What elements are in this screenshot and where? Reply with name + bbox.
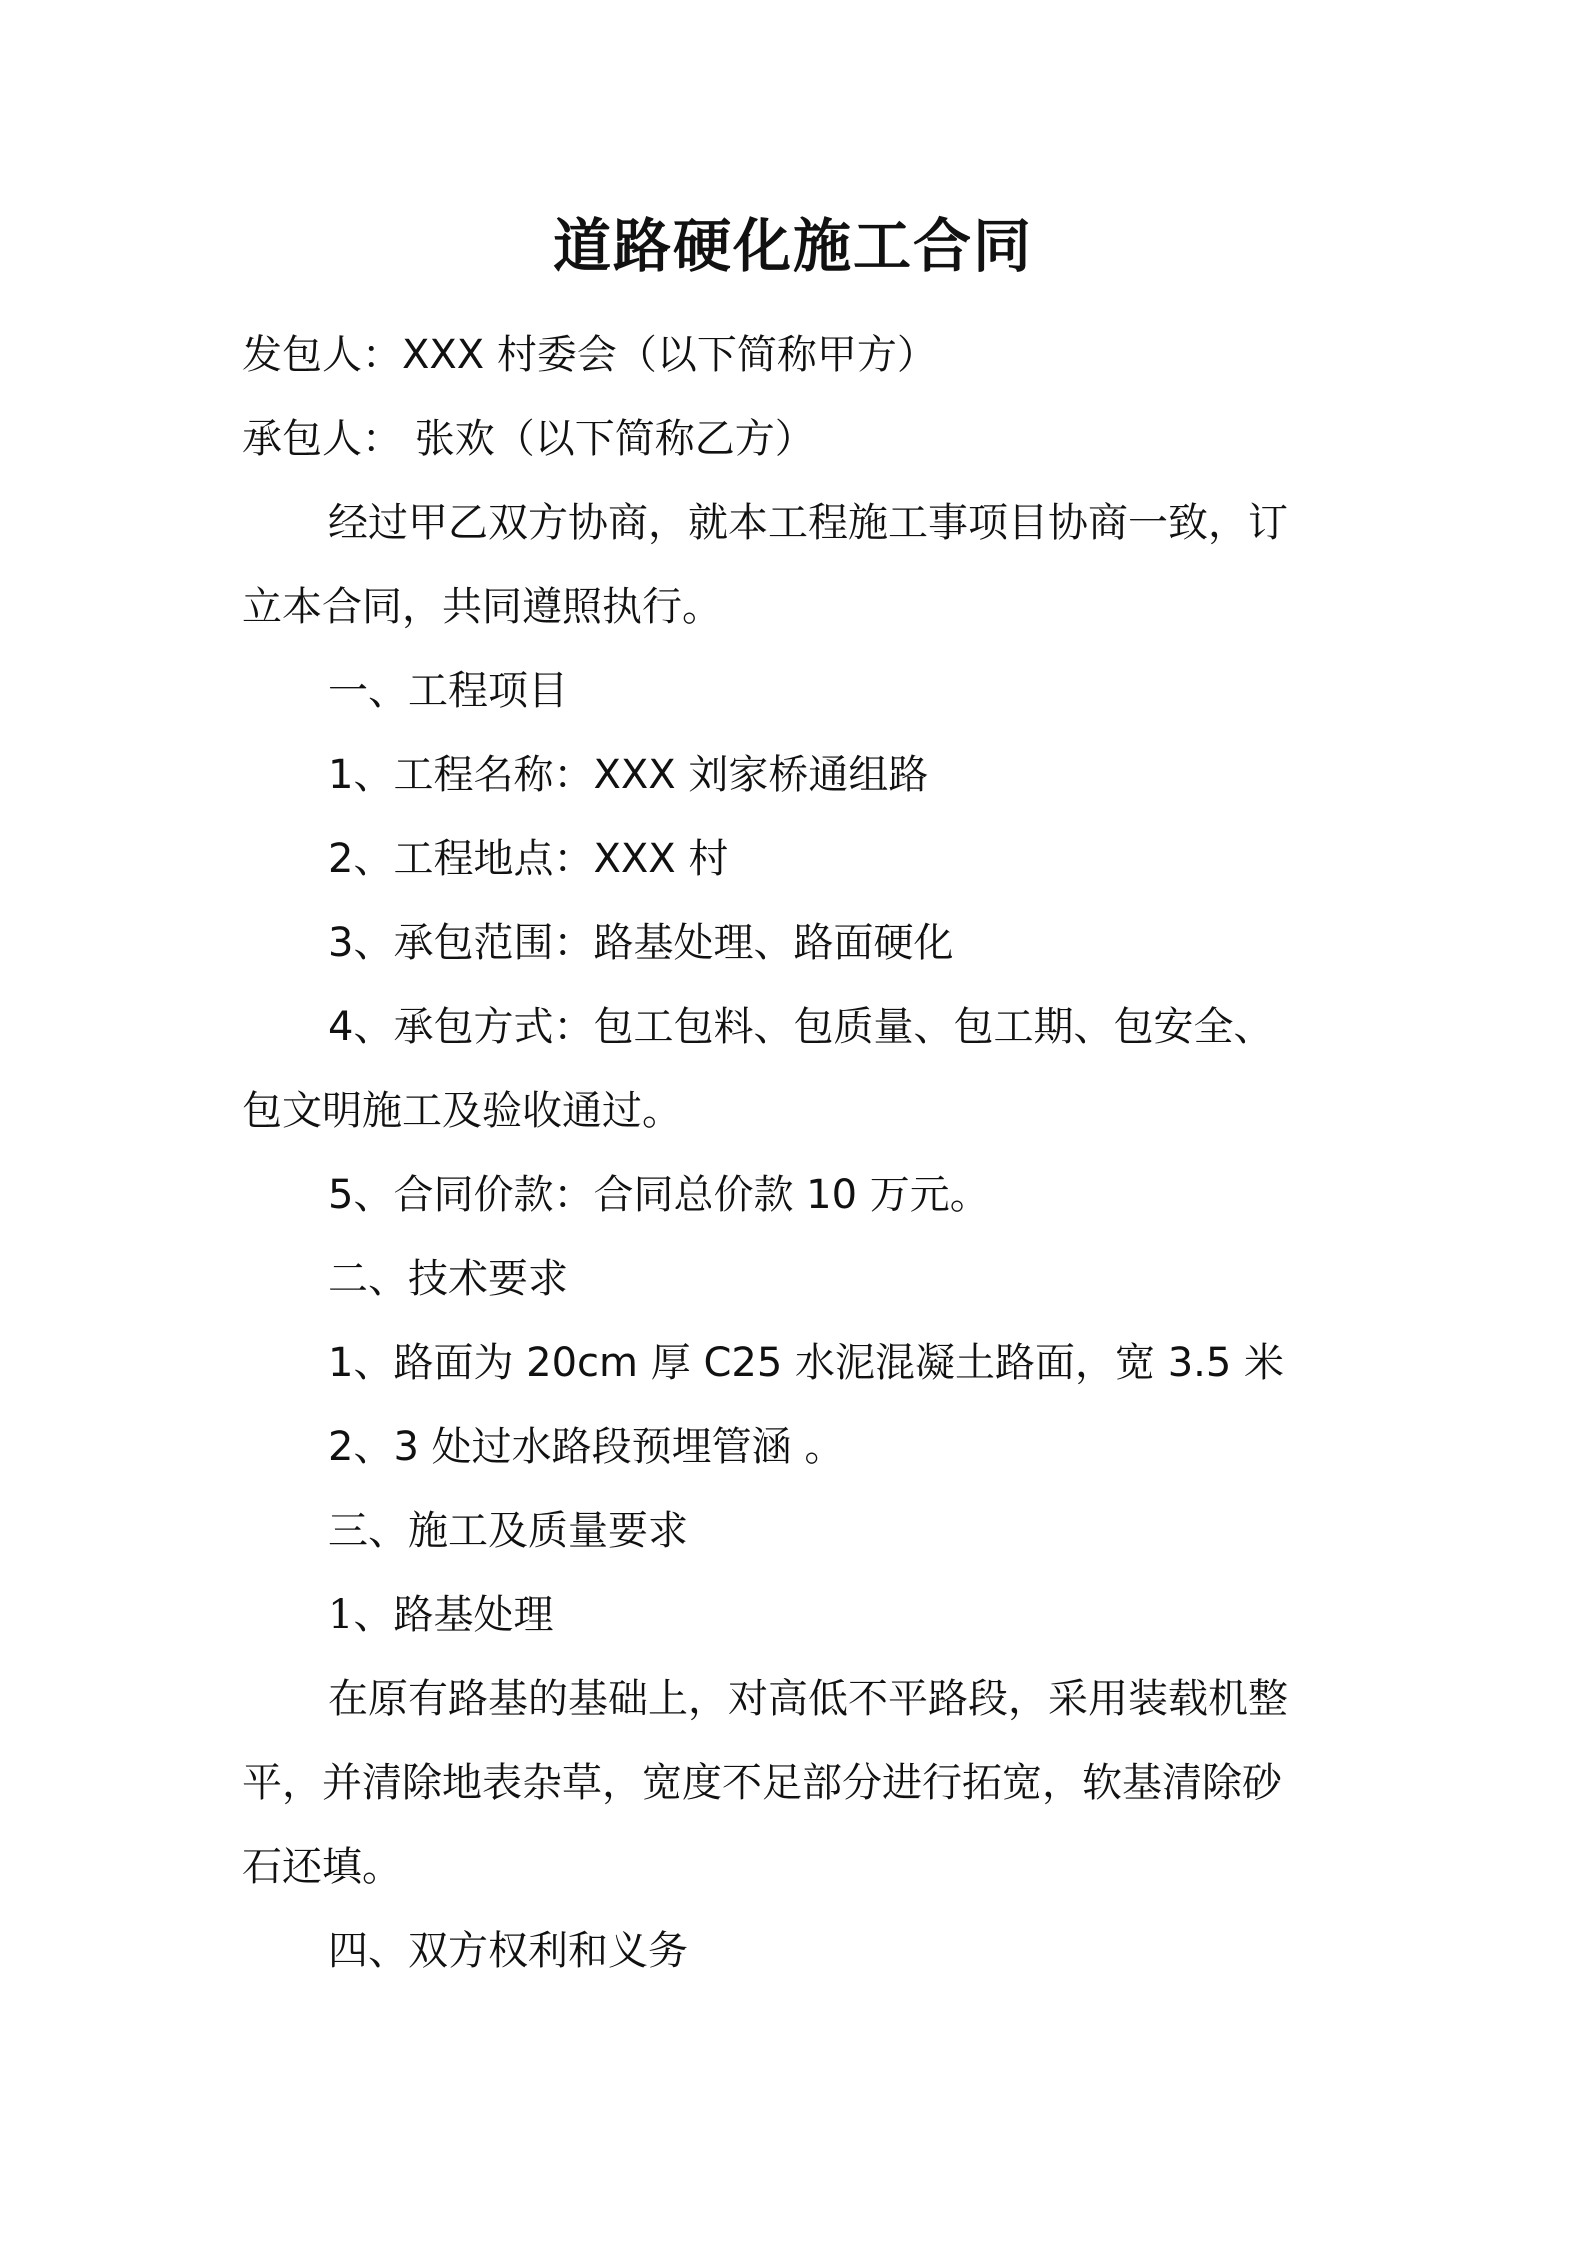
preamble-line-2: 立本合同，共同遵照执行。 (242, 584, 722, 630)
tech-requirement-1: 1、路面为 20cm 厚 C25 水泥混凝土路面，宽 3.5 米 (328, 1340, 1285, 1386)
party-a-line: 发包人：XXX 村委会（以下简称甲方） (242, 332, 937, 378)
preamble-line-1: 经过甲乙双方协商，就本工程施工事项目协商一致，订 (328, 500, 1288, 546)
section-heading-4: 四、双方权利和义务 (328, 1928, 688, 1974)
project-name-line: 1、工程名称：XXX 刘家桥通组路 (328, 752, 929, 798)
document-title: 道路硬化施工合同 (552, 212, 1033, 280)
section-heading-3: 三、施工及质量要求 (328, 1508, 688, 1554)
roadbed-text-line-3: 石还填。 (242, 1844, 402, 1890)
roadbed-text-line-1: 在原有路基的基础上，对高低不平路段，采用装载机整 (328, 1676, 1288, 1722)
subsection-roadbed-heading: 1、路基处理 (328, 1592, 554, 1638)
contract-method-line-1: 4、承包方式：包工包料、包质量、包工期、包安全、 (328, 1004, 1274, 1050)
project-location-line: 2、工程地点：XXX 村 (328, 836, 729, 882)
contract-method-line-2: 包文明施工及验收通过。 (242, 1088, 682, 1134)
roadbed-text-line-2: 平，并清除地表杂草，宽度不足部分进行拓宽，软基清除砂 (242, 1760, 1282, 1806)
tech-requirement-2: 2、3 处过水路段预埋管涵 。 (328, 1424, 845, 1470)
party-b-line: 承包人： 张欢（以下简称乙方） (242, 416, 815, 462)
section-heading-1: 一、工程项目 (328, 668, 568, 714)
section-heading-2: 二、技术要求 (328, 1256, 568, 1302)
contract-scope-line: 3、承包范围：路基处理、路面硬化 (328, 920, 954, 966)
contract-price-line: 5、合同价款：合同总价款 10 万元。 (328, 1172, 990, 1218)
